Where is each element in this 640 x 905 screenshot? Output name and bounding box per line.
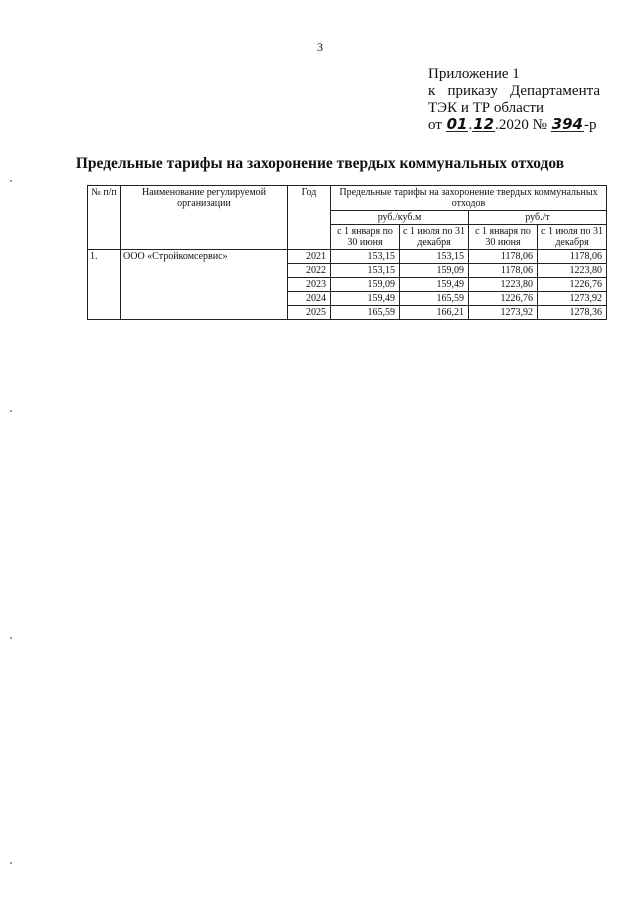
appendix-line-1: Приложение 1 (428, 66, 520, 82)
value-cell: 1223,80 (538, 264, 607, 278)
year-cell: 2024 (288, 292, 331, 306)
value-cell: 1226,76 (538, 278, 607, 292)
date-day-handwritten: 01 (446, 115, 468, 133)
scan-speck (10, 862, 12, 864)
appendix-line-2 (428, 83, 600, 100)
header-number: № п/п (88, 186, 121, 250)
value-cell: 159,49 (331, 292, 400, 306)
appendix-word-order: приказу (447, 83, 498, 99)
scan-speck (10, 637, 12, 639)
year-cell: 2025 (288, 306, 331, 320)
date-year: .2020 № (495, 117, 547, 133)
appendix-block (428, 66, 628, 134)
scan-speck (10, 180, 12, 182)
header-year: Год (288, 186, 331, 250)
header-unit-volume: руб./куб.м (331, 211, 469, 225)
appendix-line-4 (428, 117, 628, 134)
value-cell: 1178,06 (469, 250, 538, 264)
header-period-first-weight: с 1 января по 30 июня (469, 225, 538, 250)
value-cell: 1278,36 (538, 306, 607, 320)
appendix-line-3: ТЭК и ТР области (428, 100, 544, 116)
value-cell: 1273,92 (538, 292, 607, 306)
date-separator: . (468, 117, 473, 133)
header-period-second-weight: с 1 июля по 31 декабря (538, 225, 607, 250)
value-cell: 153,15 (331, 264, 400, 278)
header-row-1 (88, 186, 607, 211)
year-cell: 2021 (288, 250, 331, 264)
value-cell: 1273,92 (469, 306, 538, 320)
header-tariffs-group: Предельные тарифы на захоронение твердых коммунальных отходов (331, 186, 607, 211)
org-name: ООО «Стройкомсервис» (121, 250, 288, 320)
value-cell: 165,59 (400, 292, 469, 306)
value-cell: 1226,76 (469, 292, 538, 306)
header-unit-weight: руб./т (469, 211, 607, 225)
table-row (88, 250, 607, 264)
header-period-first-volume: с 1 января по 30 июня (331, 225, 400, 250)
value-cell: 1178,06 (469, 264, 538, 278)
value-cell: 166,21 (400, 306, 469, 320)
header-period-second-volume: с 1 июля по 31 декабря (400, 225, 469, 250)
value-cell: 1178,06 (538, 250, 607, 264)
value-cell: 159,49 (400, 278, 469, 292)
scan-speck (10, 410, 12, 412)
year-cell: 2022 (288, 264, 331, 278)
value-cell: 153,15 (400, 250, 469, 264)
date-prefix: от (428, 117, 442, 133)
tariffs-table (87, 185, 607, 320)
year-cell: 2023 (288, 278, 331, 292)
value-cell: 153,15 (331, 250, 400, 264)
value-cell: 159,09 (400, 264, 469, 278)
value-cell: 1223,80 (469, 278, 538, 292)
value-cell: 159,09 (331, 278, 400, 292)
order-suffix: -р (583, 117, 597, 133)
order-number-handwritten: 394 (551, 115, 583, 133)
value-cell: 165,59 (331, 306, 400, 320)
header-organization: Наименование регулируемой организации (121, 186, 288, 250)
page-number: 3 (317, 40, 323, 54)
appendix-word-to: к (428, 83, 436, 99)
document-title: Предельные тарифы на захоронение твердых коммунальных отходов (75, 155, 565, 172)
org-number: 1. (88, 250, 121, 320)
appendix-word-department: Департамента (509, 83, 600, 99)
date-month-handwritten: 12 (473, 115, 495, 133)
